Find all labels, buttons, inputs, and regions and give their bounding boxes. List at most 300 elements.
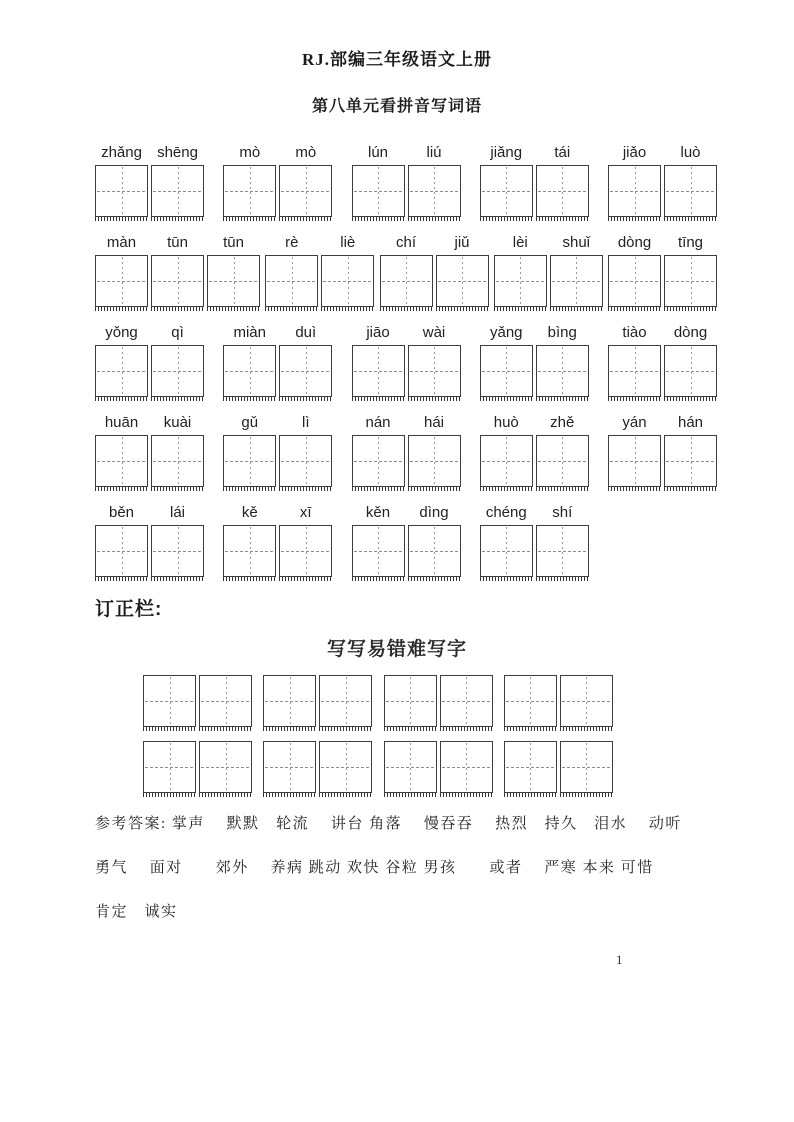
word-group xyxy=(480,144,589,217)
pinyin-syllable: gǔ xyxy=(241,414,259,431)
grid-bottom-ticks-icon xyxy=(352,577,405,581)
grid-center-hline-icon xyxy=(153,461,202,462)
grid-center-hline-icon xyxy=(482,461,531,462)
grid-box-pair xyxy=(384,675,493,727)
grid-center-hline-icon xyxy=(97,281,146,282)
grid-bottom-ticks-icon xyxy=(504,727,557,731)
pinyin-syllable: kěn xyxy=(365,504,391,521)
pinyin-syllable: shēng xyxy=(157,144,198,161)
grid-center-hline-icon xyxy=(209,281,258,282)
grid-box-pair xyxy=(504,675,613,727)
grid-center-hline-icon xyxy=(506,767,555,768)
grid-center-hline-icon xyxy=(386,701,435,702)
grid-box-row xyxy=(352,435,461,487)
pinyin-syllable: xī xyxy=(299,504,312,521)
word-group xyxy=(608,234,717,307)
writing-grid-box xyxy=(608,345,661,397)
word-group xyxy=(608,324,717,397)
writing-grid-box xyxy=(151,165,204,217)
grid-bottom-ticks-icon xyxy=(608,487,661,491)
word-group xyxy=(95,414,204,487)
writing-grid-box xyxy=(380,255,433,307)
grid-center-hline-icon xyxy=(153,371,202,372)
hard-words-row xyxy=(143,675,613,727)
writing-grid-box xyxy=(319,741,372,793)
writing-grid-box xyxy=(151,525,204,577)
grid-box-row xyxy=(480,345,589,397)
pinyin-syllable: dòng xyxy=(617,234,652,251)
pinyin-line xyxy=(95,504,204,521)
grid-center-hline-icon xyxy=(538,191,587,192)
grid-bottom-ticks-icon xyxy=(319,793,372,797)
pinyin-line xyxy=(95,324,204,341)
word-group xyxy=(95,144,204,217)
pinyin-syllable: hán xyxy=(677,414,704,431)
pinyin-syllable: dìng xyxy=(419,504,449,521)
grid-center-hline-icon xyxy=(97,551,146,552)
grid-bottom-ticks-icon xyxy=(319,727,372,731)
grid-center-hline-icon xyxy=(225,551,274,552)
pinyin-syllable: lái xyxy=(169,504,185,521)
pinyin-line xyxy=(608,144,717,161)
grid-center-hline-icon xyxy=(410,191,459,192)
grid-center-hline-icon xyxy=(666,461,715,462)
pinyin-syllable: zhǎng xyxy=(101,144,142,161)
grid-center-hline-icon xyxy=(97,191,146,192)
pinyin-syllable: zhě xyxy=(550,414,575,431)
grid-box-row xyxy=(95,165,204,217)
grid-center-hline-icon xyxy=(225,371,274,372)
grid-center-hline-icon xyxy=(153,281,202,282)
grid-bottom-ticks-icon xyxy=(408,577,461,581)
grid-bottom-ticks-icon xyxy=(207,307,260,311)
grid-box-row xyxy=(480,435,589,487)
grid-bottom-ticks-icon xyxy=(223,397,276,401)
grid-box-row xyxy=(223,525,332,577)
writing-grid-box xyxy=(608,165,661,217)
word-group xyxy=(95,504,204,577)
grid-center-hline-icon xyxy=(442,767,491,768)
grid-bottom-ticks-icon xyxy=(550,307,603,311)
pinyin-syllable: mò xyxy=(239,144,261,161)
grid-center-hline-icon xyxy=(442,701,491,702)
grid-bottom-ticks-icon xyxy=(384,793,437,797)
grid-center-hline-icon xyxy=(281,461,330,462)
writing-grid-box xyxy=(151,435,204,487)
pinyin-syllable: shí xyxy=(552,504,573,521)
writing-grid-box xyxy=(199,675,252,727)
pinyin-syllable: tái xyxy=(554,144,571,161)
grid-center-hline-icon xyxy=(410,461,459,462)
worksheet-row xyxy=(95,234,717,307)
grid-center-hline-icon xyxy=(666,371,715,372)
pinyin-syllable: shuǐ xyxy=(562,234,591,251)
grid-center-hline-icon xyxy=(321,767,370,768)
pinyin-syllable: rè xyxy=(285,234,299,251)
grid-box-row xyxy=(494,255,603,307)
writing-grid-box xyxy=(352,165,405,217)
pinyin-syllable: hái xyxy=(423,414,445,431)
grid-bottom-ticks-icon xyxy=(151,487,204,491)
grid-center-hline-icon xyxy=(281,371,330,372)
grid-center-hline-icon xyxy=(438,281,487,282)
grid-box-row xyxy=(95,435,204,487)
grid-center-hline-icon xyxy=(267,281,316,282)
grid-center-hline-icon xyxy=(225,191,274,192)
grid-center-hline-icon xyxy=(610,281,659,282)
grid-bottom-ticks-icon xyxy=(480,577,533,581)
writing-grid-box xyxy=(436,255,489,307)
pinyin-line xyxy=(95,234,260,251)
pinyin-syllable: tiào xyxy=(622,324,647,341)
grid-center-hline-icon xyxy=(265,767,314,768)
writing-grid-box xyxy=(263,675,316,727)
grid-box-pair xyxy=(143,675,252,727)
grid-center-hline-icon xyxy=(666,191,715,192)
grid-center-hline-icon xyxy=(482,191,531,192)
grid-bottom-ticks-icon xyxy=(263,793,316,797)
grid-bottom-ticks-icon xyxy=(95,577,148,581)
word-group xyxy=(352,414,461,487)
word-group xyxy=(265,234,374,307)
answer-line-1: 参考答案: 掌声 默默 轮流 讲台 角落 慢吞吞 热烈 持久 泪水 动听 xyxy=(95,816,682,832)
writing-grid-box xyxy=(480,435,533,487)
grid-bottom-ticks-icon xyxy=(384,727,437,731)
grid-bottom-ticks-icon xyxy=(352,217,405,221)
pinyin-line xyxy=(352,414,461,431)
writing-grid-box xyxy=(352,435,405,487)
pinyin-syllable: wài xyxy=(422,324,446,341)
pinyin-line xyxy=(352,144,461,161)
grid-bottom-ticks-icon xyxy=(408,217,461,221)
writing-grid-box xyxy=(440,741,493,793)
grid-center-hline-icon xyxy=(666,281,715,282)
grid-center-hline-icon xyxy=(552,281,601,282)
grid-bottom-ticks-icon xyxy=(480,397,533,401)
grid-center-hline-icon xyxy=(97,461,146,462)
grid-bottom-ticks-icon xyxy=(143,793,196,797)
writing-grid-box xyxy=(223,435,276,487)
grid-center-hline-icon xyxy=(201,701,250,702)
pinyin-line xyxy=(494,234,603,251)
pinyin-syllable: jiǔ xyxy=(454,234,470,251)
pinyin-syllable: tūn xyxy=(167,234,188,251)
pinyin-syllable: yǒng xyxy=(105,324,138,341)
grid-bottom-ticks-icon xyxy=(664,217,717,221)
pinyin-syllable: huān xyxy=(104,414,139,431)
writing-grid-box xyxy=(223,525,276,577)
pinyin-syllable: tūn xyxy=(223,234,244,251)
grid-box-pair xyxy=(143,741,252,793)
writing-grid-box xyxy=(279,345,332,397)
grid-center-hline-icon xyxy=(354,551,403,552)
pinyin-syllable: duì xyxy=(295,324,317,341)
answer-line-3: 肯定 诚实 xyxy=(95,904,178,920)
grid-bottom-ticks-icon xyxy=(279,397,332,401)
writing-grid-box xyxy=(536,525,589,577)
pinyin-syllable: miàn xyxy=(233,324,266,341)
word-group xyxy=(480,324,589,397)
grid-center-hline-icon xyxy=(323,281,372,282)
grid-bottom-ticks-icon xyxy=(151,217,204,221)
grid-bottom-ticks-icon xyxy=(536,487,589,491)
pinyin-syllable: kuài xyxy=(163,414,192,431)
grid-center-hline-icon xyxy=(610,461,659,462)
writing-grid-box xyxy=(408,165,461,217)
grid-bottom-ticks-icon xyxy=(223,577,276,581)
grid-bottom-ticks-icon xyxy=(560,793,613,797)
pinyin-syllable: luò xyxy=(680,144,701,161)
pinyin-worksheet xyxy=(95,144,717,577)
word-group xyxy=(494,234,603,307)
worksheet-row xyxy=(95,414,717,487)
answer-line-2: 勇气 面对 郊外 养病 跳动 欢快 谷粒 男孩 或者 严寒 本来 可惜 xyxy=(95,860,654,876)
hard-words-title: 写写易错难写字 xyxy=(326,639,467,660)
grid-center-hline-icon xyxy=(354,371,403,372)
document-title: RJ.部编三年级语文上册 xyxy=(301,50,493,69)
grid-bottom-ticks-icon xyxy=(151,577,204,581)
grid-box-row xyxy=(608,255,717,307)
grid-center-hline-icon xyxy=(145,767,194,768)
writing-grid-box xyxy=(480,165,533,217)
grid-bottom-ticks-icon xyxy=(480,487,533,491)
grid-bottom-ticks-icon xyxy=(408,487,461,491)
grid-bottom-ticks-icon xyxy=(440,727,493,731)
grid-bottom-ticks-icon xyxy=(352,397,405,401)
pinyin-syllable: yǎng xyxy=(489,324,523,341)
grid-center-hline-icon xyxy=(410,371,459,372)
writing-grid-box xyxy=(480,345,533,397)
pinyin-syllable: lèi xyxy=(512,234,528,251)
pinyin-line xyxy=(480,504,589,521)
pinyin-syllable: kě xyxy=(241,504,258,521)
grid-bottom-ticks-icon xyxy=(440,793,493,797)
grid-box-row xyxy=(608,345,717,397)
writing-grid-box xyxy=(384,741,437,793)
grid-bottom-ticks-icon xyxy=(95,307,148,311)
writing-grid-box xyxy=(408,525,461,577)
word-group xyxy=(608,144,717,217)
grid-bottom-ticks-icon xyxy=(494,307,547,311)
grid-bottom-ticks-icon xyxy=(265,307,318,311)
pinyin-syllable: mò xyxy=(295,144,317,161)
page-number: 1 xyxy=(616,952,623,967)
grid-center-hline-icon xyxy=(410,551,459,552)
pinyin-syllable: chéng xyxy=(485,504,527,521)
grid-box-row xyxy=(480,525,589,577)
grid-center-hline-icon xyxy=(321,701,370,702)
pinyin-line xyxy=(480,324,589,341)
pinyin-line xyxy=(95,144,204,161)
grid-box-pair xyxy=(504,741,613,793)
grid-center-hline-icon xyxy=(354,461,403,462)
pinyin-line xyxy=(95,414,204,431)
pinyin-syllable: liè xyxy=(340,234,356,251)
grid-box-row xyxy=(380,255,489,307)
grid-box-row xyxy=(608,165,717,217)
word-group xyxy=(95,234,260,307)
pinyin-syllable: liú xyxy=(426,144,442,161)
word-group xyxy=(380,234,489,307)
grid-bottom-ticks-icon xyxy=(536,577,589,581)
grid-box-row xyxy=(608,435,717,487)
word-group xyxy=(352,324,461,397)
writing-grid-box xyxy=(536,435,589,487)
grid-center-hline-icon xyxy=(153,551,202,552)
writing-grid-box xyxy=(263,741,316,793)
pinyin-line xyxy=(223,144,332,161)
writing-grid-box xyxy=(550,255,603,307)
writing-grid-box xyxy=(265,255,318,307)
pinyin-syllable: huò xyxy=(493,414,519,431)
writing-grid-box xyxy=(95,345,148,397)
writing-grid-box xyxy=(223,165,276,217)
grid-bottom-ticks-icon xyxy=(263,727,316,731)
grid-bottom-ticks-icon xyxy=(504,793,557,797)
grid-bottom-ticks-icon xyxy=(380,307,433,311)
pinyin-line xyxy=(265,234,374,251)
grid-box-row xyxy=(265,255,374,307)
word-group xyxy=(480,414,589,487)
pinyin-line xyxy=(223,324,332,341)
writing-grid-box xyxy=(608,255,661,307)
writing-grid-box xyxy=(440,675,493,727)
worksheet-row xyxy=(95,324,717,397)
writing-grid-box xyxy=(408,435,461,487)
section-title: 第八单元看拼音写词语 xyxy=(311,98,482,115)
grid-center-hline-icon xyxy=(562,701,611,702)
grid-bottom-ticks-icon xyxy=(151,397,204,401)
grid-center-hline-icon xyxy=(281,551,330,552)
hard-words-grids xyxy=(0,675,794,793)
worksheet-row xyxy=(95,504,717,577)
grid-box-row xyxy=(95,525,204,577)
pinyin-syllable: tīng xyxy=(677,234,704,251)
grid-bottom-ticks-icon xyxy=(151,307,204,311)
pinyin-line xyxy=(352,504,461,521)
hard-words-row xyxy=(143,741,613,793)
pinyin-syllable: dòng xyxy=(673,324,708,341)
grid-bottom-ticks-icon xyxy=(436,307,489,311)
pinyin-line xyxy=(608,234,717,251)
pinyin-syllable: lì xyxy=(302,414,310,431)
pinyin-line xyxy=(480,414,589,431)
pinyin-line xyxy=(608,414,717,431)
grid-box-row xyxy=(352,525,461,577)
writing-grid-box xyxy=(151,345,204,397)
grid-bottom-ticks-icon xyxy=(664,307,717,311)
pinyin-syllable: qì xyxy=(171,324,184,341)
grid-bottom-ticks-icon xyxy=(95,487,148,491)
pinyin-syllable: jiǎng xyxy=(490,144,523,161)
grid-box-pair xyxy=(384,741,493,793)
pinyin-syllable: lún xyxy=(367,144,389,161)
writing-grid-box xyxy=(95,525,148,577)
writing-grid-box xyxy=(279,525,332,577)
grid-box-pair xyxy=(263,675,372,727)
pinyin-line xyxy=(223,414,332,431)
grid-bottom-ticks-icon xyxy=(279,577,332,581)
grid-bottom-ticks-icon xyxy=(143,727,196,731)
grid-center-hline-icon xyxy=(538,461,587,462)
grid-bottom-ticks-icon xyxy=(664,487,717,491)
writing-grid-box xyxy=(480,525,533,577)
grid-center-hline-icon xyxy=(562,767,611,768)
grid-center-hline-icon xyxy=(482,371,531,372)
grid-bottom-ticks-icon xyxy=(279,487,332,491)
writing-grid-box xyxy=(95,165,148,217)
grid-center-hline-icon xyxy=(201,767,250,768)
grid-bottom-ticks-icon xyxy=(95,217,148,221)
writing-grid-box xyxy=(279,165,332,217)
grid-bottom-ticks-icon xyxy=(608,397,661,401)
grid-bottom-ticks-icon xyxy=(560,727,613,731)
word-group xyxy=(480,504,589,577)
grid-center-hline-icon xyxy=(153,191,202,192)
grid-bottom-ticks-icon xyxy=(480,217,533,221)
writing-grid-box xyxy=(143,675,196,727)
grid-bottom-ticks-icon xyxy=(408,397,461,401)
writing-grid-box xyxy=(223,345,276,397)
grid-box-row xyxy=(352,345,461,397)
grid-bottom-ticks-icon xyxy=(608,307,661,311)
pinyin-syllable: jiǎo xyxy=(622,144,647,161)
writing-grid-box xyxy=(279,435,332,487)
grid-bottom-ticks-icon xyxy=(95,397,148,401)
pinyin-line xyxy=(380,234,489,251)
grid-center-hline-icon xyxy=(382,281,431,282)
word-group xyxy=(223,504,332,577)
writing-grid-box xyxy=(560,675,613,727)
pinyin-syllable: yán xyxy=(622,414,647,431)
pinyin-syllable: bìng xyxy=(547,324,577,341)
writing-grid-box xyxy=(143,741,196,793)
grid-bottom-ticks-icon xyxy=(352,487,405,491)
grid-center-hline-icon xyxy=(265,701,314,702)
answer-key xyxy=(95,813,725,924)
grid-bottom-ticks-icon xyxy=(279,217,332,221)
grid-center-hline-icon xyxy=(496,281,545,282)
pinyin-syllable: nán xyxy=(365,414,391,431)
grid-bottom-ticks-icon xyxy=(223,217,276,221)
word-group xyxy=(608,414,717,487)
grid-bottom-ticks-icon xyxy=(536,397,589,401)
grid-box-row xyxy=(352,165,461,217)
word-group xyxy=(223,414,332,487)
writing-grid-box xyxy=(151,255,204,307)
word-group xyxy=(352,144,461,217)
grid-bottom-ticks-icon xyxy=(199,793,252,797)
writing-grid-box xyxy=(664,435,717,487)
grid-center-hline-icon xyxy=(610,371,659,372)
grid-center-hline-icon xyxy=(225,461,274,462)
grid-center-hline-icon xyxy=(281,191,330,192)
grid-center-hline-icon xyxy=(482,551,531,552)
grid-box-row xyxy=(480,165,589,217)
writing-grid-box xyxy=(664,165,717,217)
pinyin-syllable: màn xyxy=(106,234,137,251)
pinyin-syllable: jiāo xyxy=(366,324,390,341)
writing-grid-box xyxy=(608,435,661,487)
grid-center-hline-icon xyxy=(97,371,146,372)
grid-center-hline-icon xyxy=(506,701,555,702)
writing-grid-box xyxy=(536,165,589,217)
writing-grid-box xyxy=(95,255,148,307)
correction-column-label: 订正栏: xyxy=(95,599,163,620)
writing-grid-box xyxy=(352,345,405,397)
grid-center-hline-icon xyxy=(354,191,403,192)
word-group xyxy=(95,324,204,397)
